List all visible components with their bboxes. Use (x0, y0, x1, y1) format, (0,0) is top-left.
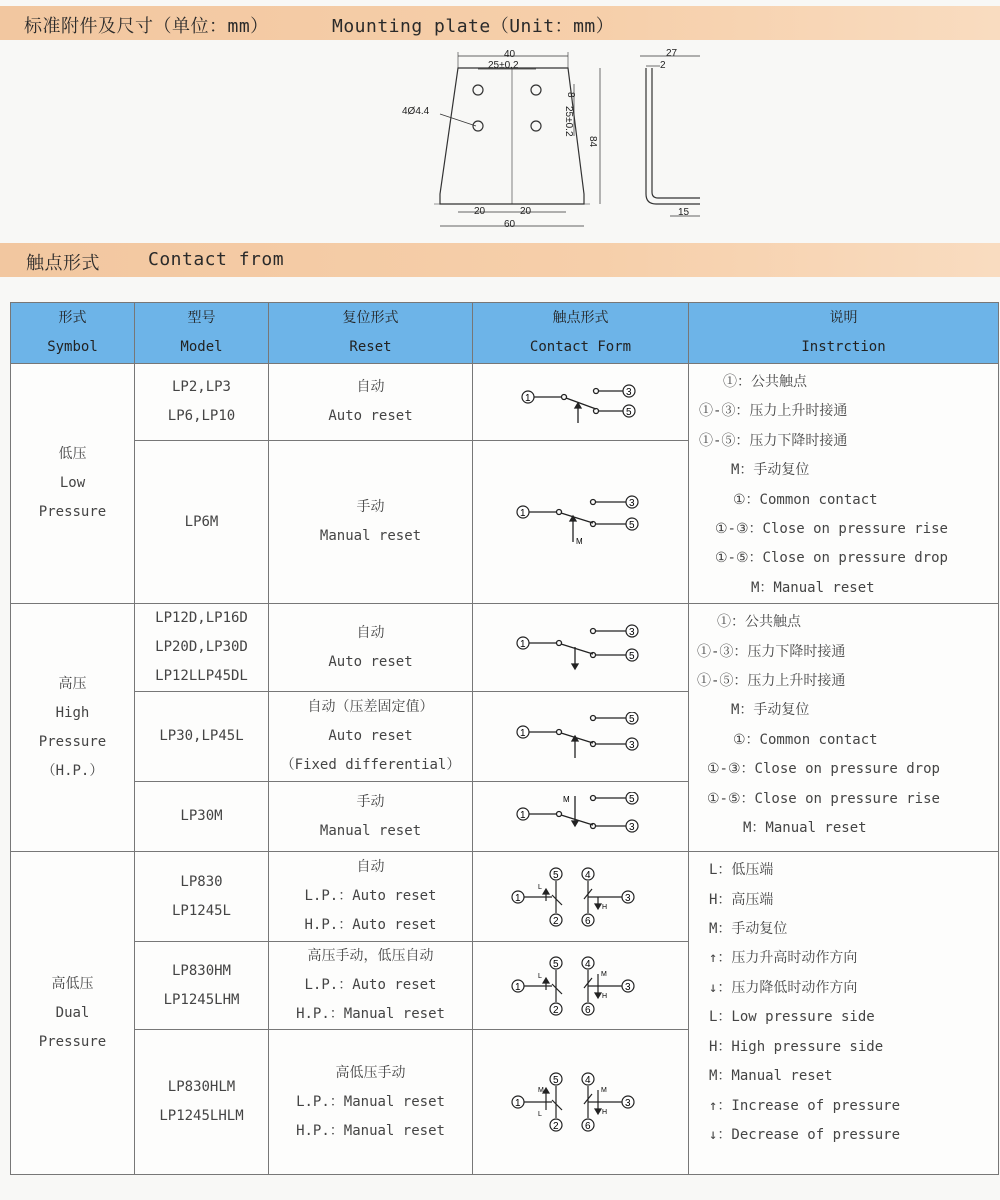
dim-25-side: 25±0.2 (563, 106, 574, 137)
svg-text:6: 6 (584, 915, 591, 927)
svg-text:M: M (575, 537, 583, 547)
contact-diagram-high-auto (511, 623, 651, 673)
svg-text:2: 2 (552, 1121, 559, 1133)
dim-8: 8 (565, 92, 576, 98)
section-title-en: Contact from (148, 249, 285, 270)
svg-text:1: 1 (519, 638, 526, 650)
svg-text:5: 5 (552, 958, 559, 970)
contact-diagram-dual-hm (506, 954, 656, 1018)
notes-dual-pressure: L：低压端 H：高压端 M：手动复位 ↑：压力升高时动作方向 ↓：压力降低时动作方向 L：Low pressure side H：High pressure side M：Manual reset ↑：Increase of pressure ↓：Decrease of pressure (689, 852, 999, 1175)
svg-text:1: 1 (519, 809, 526, 821)
contact-diagram-cell (473, 782, 689, 852)
svg-text:4: 4 (584, 869, 591, 881)
dim-20-left: 20 (474, 206, 486, 217)
contact-diagram-cell (473, 852, 689, 942)
svg-text:3: 3 (625, 387, 632, 399)
model-cell: LP30,LP45L (135, 692, 269, 782)
svg-text:1: 1 (524, 393, 531, 405)
svg-text:5: 5 (628, 793, 635, 805)
svg-text:H: H (601, 992, 607, 1000)
dim-25-top: 25±0.2 (488, 60, 519, 71)
svg-text:L: L (537, 972, 542, 980)
symbol-dual-pressure: 高低压 Dual Pressure (11, 852, 135, 1175)
svg-text:3: 3 (628, 498, 635, 510)
symbol-high-pressure: 高压 High Pressure （H.P.） (11, 604, 135, 852)
contact-diagram-cell (473, 441, 689, 604)
svg-text:1: 1 (514, 1098, 521, 1110)
svg-text:5: 5 (628, 650, 635, 662)
svg-text:2: 2 (552, 1004, 559, 1016)
section-title-cn: 触点形式 (26, 253, 100, 274)
model-cell: LP830HM LP1245LHM (135, 942, 269, 1030)
mounting-plate-drawing (0, 44, 1000, 240)
svg-text:H: H (601, 903, 607, 911)
contact-diagram-cell (473, 1030, 689, 1175)
svg-text:4: 4 (584, 958, 591, 970)
svg-text:6: 6 (584, 1004, 591, 1016)
svg-text:2: 2 (552, 915, 559, 927)
svg-text:3: 3 (628, 739, 635, 751)
section-title-en: Mounting plate（Unit：mm） (332, 16, 615, 37)
reset-cell: 手动 Manual reset (269, 782, 473, 852)
header-reset: 复位形式 Reset (269, 303, 473, 364)
svg-text:3: 3 (624, 1098, 631, 1110)
notes-high-pressure: ①：公共触点 ①-③：压力下降时接通 ①-⑤：压力上升时接通 M：手动复位 ①：Common contact ①-③：Close on pressure drop ①-⑤：Close on pressure rise M：Manual reset (689, 604, 999, 852)
svg-text:3: 3 (628, 821, 635, 833)
svg-text:5: 5 (552, 869, 559, 881)
svg-text:1: 1 (519, 508, 526, 520)
svg-text:5: 5 (625, 407, 632, 419)
dim-15: 15 (678, 207, 690, 218)
contact-diagram-low-manual (511, 492, 651, 552)
contact-form-table (10, 302, 999, 1175)
symbol-low-pressure: 低压 Low Pressure (11, 364, 135, 604)
svg-text:3: 3 (624, 892, 631, 904)
contact-diagram-high-manual (511, 792, 651, 842)
svg-text:M: M (600, 1087, 607, 1095)
svg-text:3: 3 (628, 626, 635, 638)
dim-20-right: 20 (520, 206, 532, 217)
svg-text:3: 3 (624, 981, 631, 993)
dim-27: 27 (666, 48, 678, 59)
contact-diagram-dual-hlm (506, 1070, 656, 1134)
svg-text:M: M (562, 794, 570, 804)
contact-diagram-cell (473, 692, 689, 782)
svg-text:6: 6 (584, 1121, 591, 1133)
reset-cell: 自动（压差固定值） Auto reset （Fixed differential） (269, 692, 473, 782)
table-row (11, 604, 999, 692)
reset-cell: 高压手动，低压自动 L.P.：Auto reset H.P.：Manual reset (269, 942, 473, 1030)
contact-diagram-high-fixed (511, 712, 651, 762)
svg-text:H: H (601, 1109, 607, 1117)
contact-diagram-cell (473, 942, 689, 1030)
svg-text:1: 1 (514, 981, 521, 993)
svg-text:5: 5 (628, 520, 635, 532)
model-cell: LP12D,LP16D LP20D,LP30D LP12LLP45DL (135, 604, 269, 692)
svg-text:4: 4 (584, 1075, 591, 1087)
svg-text:5: 5 (628, 713, 635, 725)
reset-cell: 自动 Auto reset (269, 604, 473, 692)
section-banner-mounting (0, 6, 1000, 40)
dim-40: 40 (504, 49, 516, 60)
dim-84: 84 (587, 136, 598, 148)
header-model: 型号 Model (135, 303, 269, 364)
model-cell: LP30M (135, 782, 269, 852)
contact-diagram-cell (473, 364, 689, 441)
svg-text:M: M (537, 1087, 544, 1095)
dim-2: 2 (660, 60, 666, 71)
model-cell: LP830 LP1245L (135, 852, 269, 942)
reset-cell: 自动 Auto reset (269, 364, 473, 441)
svg-text:1: 1 (519, 727, 526, 739)
svg-text:1: 1 (514, 892, 521, 904)
table-row (11, 852, 999, 942)
svg-text:5: 5 (552, 1075, 559, 1087)
reset-cell: 手动 Manual reset (269, 441, 473, 604)
model-cell: LP6M (135, 441, 269, 604)
svg-text:L: L (537, 1111, 542, 1119)
contact-diagram-dual-auto (506, 865, 656, 929)
contact-diagram-low-auto (516, 377, 646, 427)
table-row (11, 364, 999, 441)
model-cell: LP2,LP3 LP6,LP10 (135, 364, 269, 441)
header-instruction: 说明 Instrction (689, 303, 999, 364)
header-symbol: 形式 Symbol (11, 303, 135, 364)
reset-cell: 自动 L.P.：Auto reset H.P.：Auto reset (269, 852, 473, 942)
model-cell: LP830HLM LP1245LHLM (135, 1030, 269, 1175)
svg-text:M: M (600, 970, 607, 978)
section-title-cn: 标准附件及尺寸（单位：mm） (24, 16, 269, 37)
notes-low-pressure: ①：公共触点 ①-③：压力上升时接通 ①-⑤：压力下降时接通 M：手动复位 ①：Common contact ①-③：Close on pressure rise ①-⑤：Close on pressure drop M：Manual reset (689, 364, 999, 604)
header-contact-form: 触点形式 Contact Form (473, 303, 689, 364)
svg-text:L: L (537, 883, 542, 891)
table-header-row (11, 303, 999, 364)
dim-60: 60 (504, 219, 516, 230)
dim-hole: 4Ø4.4 (402, 106, 430, 117)
section-banner-contact (0, 243, 1000, 277)
reset-cell: 高低压手动 L.P.：Manual reset H.P.：Manual reset (269, 1030, 473, 1175)
contact-diagram-cell (473, 604, 689, 692)
